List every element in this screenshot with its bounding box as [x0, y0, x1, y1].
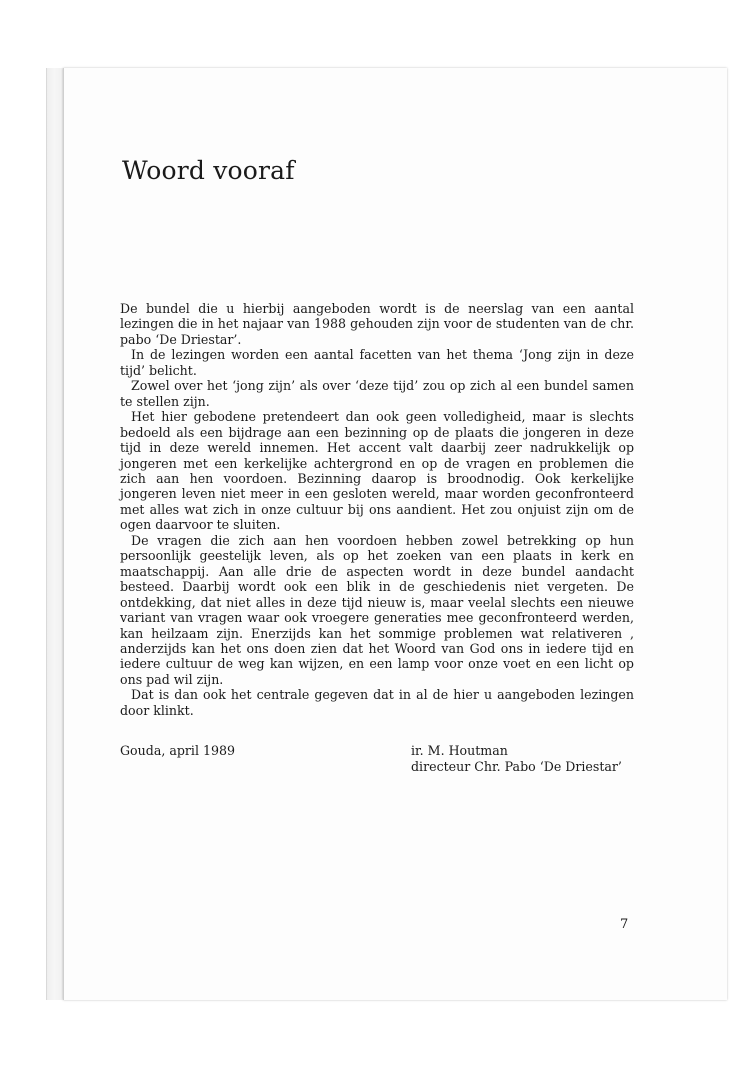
page-title: Woord vooraf: [122, 155, 295, 185]
signature-block: [411, 743, 622, 775]
author-role: directeur Chr. Pabo ‘De Driestar’: [411, 759, 622, 774]
place-date-block: [120, 743, 235, 759]
foreword-body: [120, 301, 634, 718]
paragraph: In de lezingen worden een aantal facetten van het thema ‘Jong zijn in deze tijd’ belicht.: [120, 347, 634, 378]
place-date: Gouda, april 1989: [120, 743, 236, 758]
page-edge: [63, 68, 64, 1000]
paragraph: Dat is dan ook het centrale gegeven dat in al de hier u aangeboden lezingen door klinkt.: [120, 687, 634, 718]
author-name: ir. M. Houtman: [411, 743, 508, 758]
paragraph: De bundel die u hierbij aangeboden wordt is de neerslag van een aantal lezingen die in het najaar van 1988 gehouden zijn voor de studenten van de chr. pabo ‘De Driestar’.: [120, 301, 634, 347]
paragraph: Zowel over het ‘jong zijn’ als over ‘deze tijd’ zou op zich al een bundel samen te stellen zijn.: [120, 378, 634, 409]
paragraph: Het hier gebodene pretendeert dan ook geen volledigheid, maar is slechts bedoeld als een bijdrage aan een bezinning op de plaats die jongeren in deze tijd in deze wereld innemen. Het accent valt daarbij zeer nadrukkelijk op jongeren met een kerkelijke achtergrond en op de vragen en problemen die zich aan hen voordoen. Bezinning daarop is broodnodig. Ook kerkelijke jongeren leven niet meer in een gesloten wereld, maar worden geconfronteerd met alles wat zich in onze cultuur bij ons aandient. Het zou onjuist zijn om de ogen daarvoor te sluiten.: [120, 409, 634, 533]
page-number: 7: [620, 917, 629, 932]
paragraph: De vragen die zich aan hen voordoen hebben zowel betrekking op hun persoonlijk geestelijk leven, als op het zoeken van een plaats in kerk en maatschappij. Aan alle drie de aspecten wordt in deze bundel aandacht besteed. Daarbij wordt ook een blik in de geschiedenis niet vergeten. De ontdekking, dat niet alles in deze tijd nieuw is, maar veelal slechts een nieuwe variant van vragen waar ook vroegere generaties mee geconfronteerd werden, kan heilzaam zijn. Enerzijds kan het sommige problemen wat relativeren , anderzijds kan het ons doen zien dat het Woord van God ons in iedere tijd en iedere cultuur de weg kan wijzen, en een lamp voor onze voet en een licht op ons pad wil zijn.: [120, 532, 634, 687]
